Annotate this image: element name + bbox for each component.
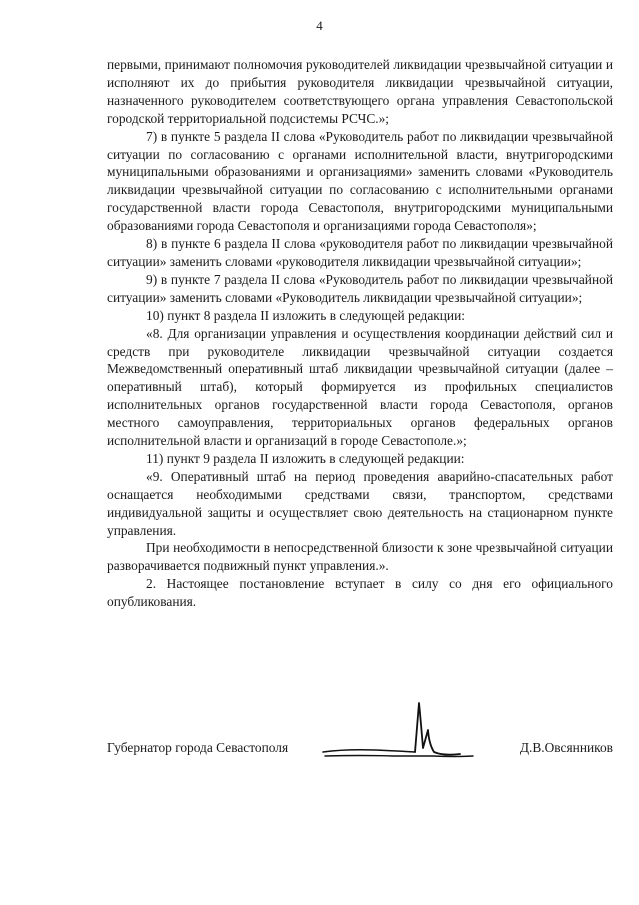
paragraph-clause-9: «9. Оперативный штаб на период проведения аварийно-спасательных работ оснащается необходимыми средствами связи, транспортом, средствами индивидуальной защиты и осуществляет свою деятельность на стационарном пункте управления. [107,468,613,538]
handwritten-signature [315,700,475,764]
signer-name: Д.В.Овсянников [519,740,613,755]
paragraph-item-11: 11) пункт 9 раздела II изложить в следующей редакции: [146,450,465,466]
paragraph-effective-date: 2. Настоящее постановление вступает в силу со дня его официального опубликования. [107,576,613,610]
document-body [107,56,613,611]
paragraph-continuation: первыми, принимают полномочия руководителей ликвидации чрезвычайной ситуации и исполняют их до прибытия руководителя ликвидации чрезвычайной ситуации, назначенного руководителем соответствующего органа управления Севастопольской городской территориальной подсистемы РСЧС.»; [107,57,613,126]
paragraph-clause-8: «8. Для организации управления и осуществления координации действий сил и средств при руководителе ликвидации чрезвычайной ситуации создается Межведомственный оперативный штаб ликвидации чрезвычайной ситуации (далее – оперативный штаб), который формируется из профильных специалистов исполнительных органов государственной власти города Севастополя, органов местного самоуправления, территориальных органов федеральных органов исполнительной власти и организаций в городе Севастополе.»; [107,325,613,449]
paragraph-item-7: 7) в пункте 5 раздела II слова «Руководитель работ по ликвидации чрезвычайной ситуации по согласованию с органами исполнительной власти, внутригородскими муниципальными образованиями и организациями» заменить словами «Руководитель ликвидации чрезвычайной ситуации по согласованию с исполнительными органами государственной власти города Севастополя, внутригородскими муниципальными образованиями города Севастополя и организациями города Севастополя»; [107,128,613,234]
signer-title: Губернатор города Севастополя [107,740,289,755]
paragraph-mobile-command: При необходимости в непосредственной близости к зоне чрезвычайной ситуации разворачивается подвижный пункт управления.». [107,540,613,574]
signature-block [107,740,613,760]
paragraph-item-10: 10) пункт 8 раздела II изложить в следующей редакции: [146,307,465,323]
paragraph-item-8: 8) в пункте 6 раздела II слова «руководителя работ по ликвидации чрезвычайной ситуации» заменить словами «руководителя ликвидации чрезвычайной ситуации»; [107,236,613,269]
page-number: 4 [316,18,323,33]
paragraph-item-9: 9) в пункте 7 раздела II слова «Руководитель работ по ликвидации чрезвычайной ситуации» заменить словами «Руководитель ликвидации чрезвычайной ситуации»; [107,271,613,305]
